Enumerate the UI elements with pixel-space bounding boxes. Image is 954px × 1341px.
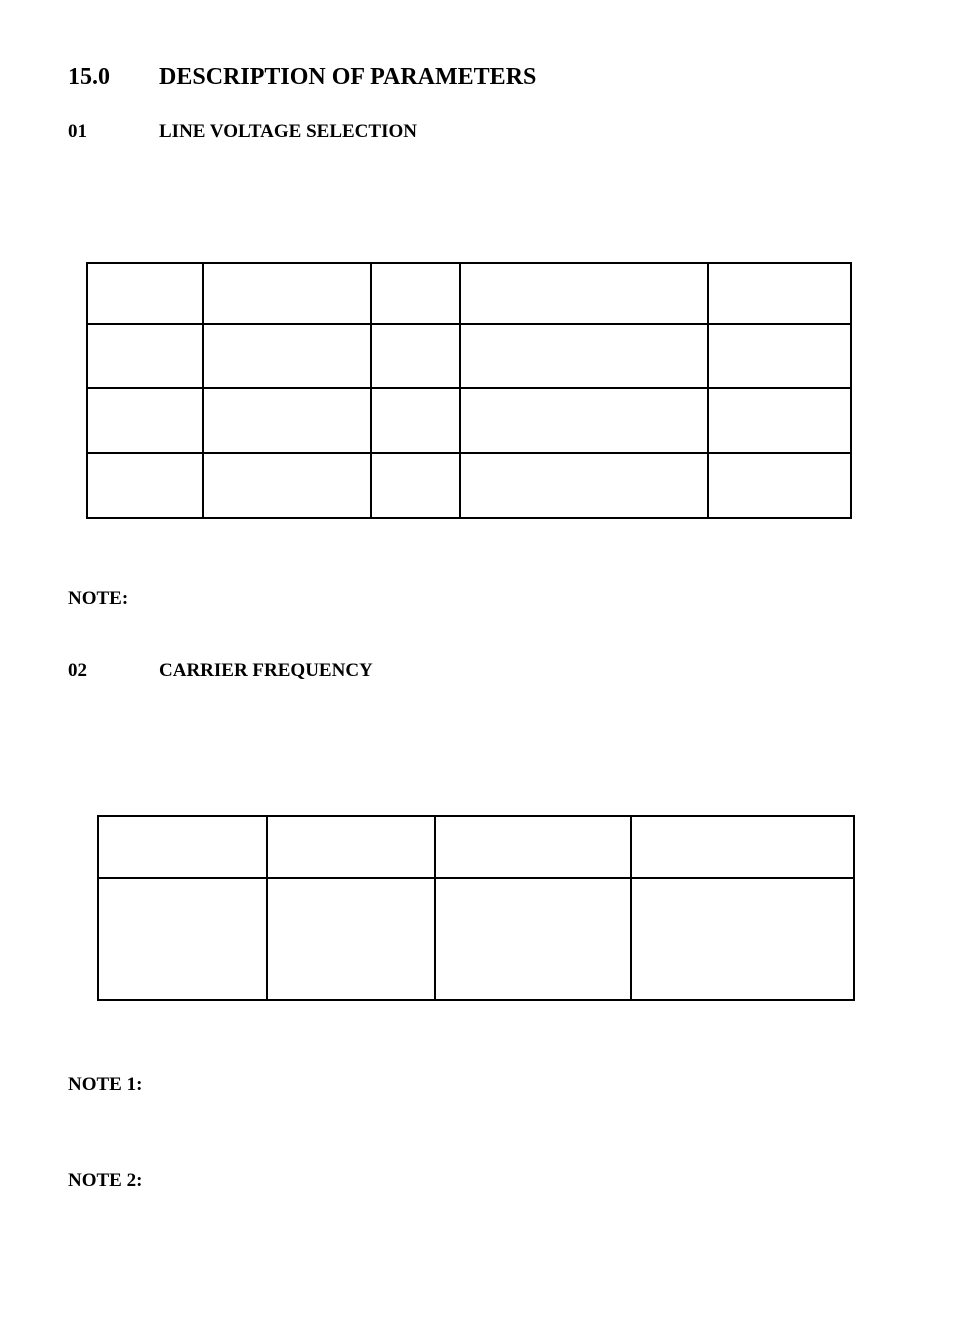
table-cell xyxy=(631,878,854,1000)
table-cell xyxy=(87,263,203,324)
table-cell xyxy=(267,878,435,1000)
parameter-02-number: 02 xyxy=(68,660,87,681)
table-cell xyxy=(708,324,851,388)
table-cell xyxy=(203,263,371,324)
table-cell xyxy=(435,878,631,1000)
table-row xyxy=(98,816,854,878)
table-cell xyxy=(708,453,851,518)
table-cell xyxy=(460,388,708,453)
table-row xyxy=(87,324,851,388)
table-cell xyxy=(87,324,203,388)
table-cell xyxy=(371,263,460,324)
table-cell xyxy=(708,263,851,324)
table-cell xyxy=(267,816,435,878)
table-cell xyxy=(203,388,371,453)
table-row xyxy=(87,453,851,518)
parameter-02-note-1: NOTE 1: xyxy=(68,1074,143,1095)
table-cell xyxy=(87,453,203,518)
table-cell xyxy=(371,388,460,453)
table-cell xyxy=(460,453,708,518)
table-row xyxy=(87,263,851,324)
line-voltage-table xyxy=(86,262,852,519)
table-cell xyxy=(460,324,708,388)
table-cell xyxy=(435,816,631,878)
table-cell xyxy=(631,816,854,878)
table-cell xyxy=(98,878,267,1000)
table-cell xyxy=(203,453,371,518)
table-cell xyxy=(98,816,267,878)
section-title: DESCRIPTION OF PARAMETERS xyxy=(159,64,537,90)
table-cell xyxy=(371,453,460,518)
parameter-01-title: LINE VOLTAGE SELECTION xyxy=(159,121,417,142)
table-row xyxy=(87,388,851,453)
table-cell xyxy=(708,388,851,453)
table-cell xyxy=(460,263,708,324)
parameter-02-note-2: NOTE 2: xyxy=(68,1170,143,1191)
carrier-frequency-table xyxy=(97,815,855,1001)
section-number: 15.0 xyxy=(68,64,110,90)
parameter-02-title: CARRIER FREQUENCY xyxy=(159,660,373,681)
parameter-01-number: 01 xyxy=(68,121,87,142)
table-cell xyxy=(203,324,371,388)
table-cell xyxy=(87,388,203,453)
table-row xyxy=(98,878,854,1000)
parameter-01-note: NOTE: xyxy=(68,588,129,609)
table-cell xyxy=(371,324,460,388)
